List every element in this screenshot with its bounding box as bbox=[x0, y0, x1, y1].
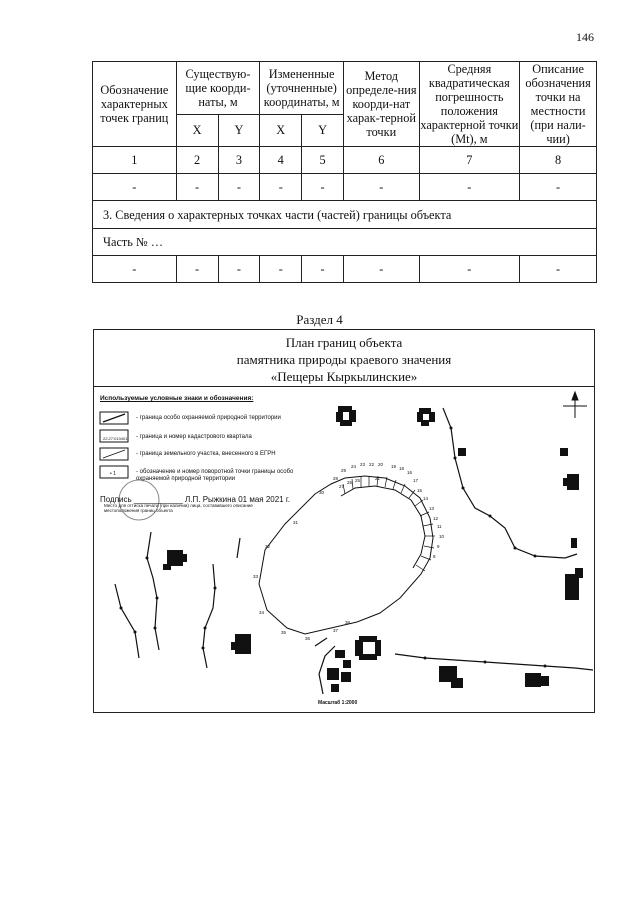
legend-text: - граница земельного участка, внесенного в ЕГРН bbox=[136, 451, 276, 457]
point-label: 13 bbox=[429, 506, 435, 511]
col-num: 5 bbox=[302, 147, 344, 174]
cell: - bbox=[176, 256, 218, 283]
north-arrow-icon bbox=[563, 392, 587, 418]
header-description: Описание обозначения точки на местности (при нали-чии) bbox=[520, 62, 597, 147]
signature-note: Место для оттиска печати (при наличии) лица, составившего описание местоположения границ объекта bbox=[104, 503, 253, 513]
cell: - bbox=[344, 256, 420, 283]
cell: - bbox=[344, 174, 420, 201]
point-label: 18 bbox=[399, 466, 405, 471]
cell: - bbox=[218, 174, 260, 201]
point-label: 30 bbox=[319, 490, 325, 495]
column-numbers-row bbox=[93, 147, 597, 174]
point-label: 15 bbox=[417, 488, 423, 493]
map-scale: Масштаб 1:2000 bbox=[318, 700, 358, 706]
col-num: 4 bbox=[260, 147, 302, 174]
point-label: 38 bbox=[345, 620, 351, 625]
point-label: 12 bbox=[433, 516, 439, 521]
header-mean-error: Средняя квадратическая погрешность положения характерной точки (Mt), м bbox=[420, 62, 519, 146]
legend-symbol-label: 22:27:010401 bbox=[103, 436, 128, 441]
point-label: 34 bbox=[259, 610, 265, 615]
map-legend bbox=[100, 395, 294, 482]
plan-title-line: План границ объекта bbox=[285, 335, 403, 350]
cell: - bbox=[176, 174, 218, 201]
header-y-changed: Y bbox=[302, 114, 344, 146]
terrain-features bbox=[163, 406, 583, 692]
cell: - bbox=[260, 174, 302, 201]
cell: - bbox=[520, 256, 597, 283]
point-label: 27 bbox=[339, 484, 345, 489]
header-existing-coords: Существую-щие коорди-наты, м bbox=[176, 62, 260, 115]
point-label: 31 bbox=[293, 520, 299, 525]
cell: - bbox=[520, 174, 597, 201]
section-3-heading: 3. Сведения о характерных точках части (частей) границы объекта bbox=[93, 201, 597, 229]
col-num: 2 bbox=[176, 147, 218, 174]
point-label: 25 bbox=[355, 478, 361, 483]
point-label: 9 bbox=[437, 544, 440, 549]
cell: - bbox=[260, 256, 302, 283]
point-label: 32 bbox=[265, 544, 271, 549]
header-y-existing: Y bbox=[218, 114, 260, 146]
header-x-existing: X bbox=[176, 114, 218, 146]
plan-title-line: памятника природы краевого значения bbox=[236, 352, 452, 367]
col-num: 6 bbox=[344, 147, 420, 174]
section-title: Раздел 4 bbox=[296, 312, 343, 327]
point-label: 37 bbox=[333, 628, 339, 633]
col-num: 1 bbox=[93, 147, 177, 174]
point-label: 33 bbox=[253, 574, 259, 579]
legend-title: Используемые условные знаки и обозначения: bbox=[100, 395, 254, 402]
cell: - bbox=[419, 174, 520, 201]
point-label: 24 bbox=[351, 464, 357, 469]
point-label: 17 bbox=[413, 478, 419, 483]
point-label: 36 bbox=[305, 636, 311, 641]
signature-line: Подпись ___________ Л.П. Рыжкина 01 мая 2021 г. bbox=[100, 495, 291, 504]
col-num: 3 bbox=[218, 147, 260, 174]
plan-title bbox=[94, 334, 594, 385]
table-row bbox=[93, 256, 597, 283]
legend-text: - граница особо охраняемой природной территории bbox=[136, 415, 281, 421]
point-label: 10 bbox=[439, 534, 445, 539]
table-row bbox=[93, 174, 597, 201]
point-label: 29 bbox=[341, 468, 347, 473]
arc-boundary bbox=[341, 486, 425, 568]
point-label: 16 bbox=[407, 470, 413, 475]
point-label: 21 bbox=[375, 476, 381, 481]
cell: - bbox=[218, 256, 260, 283]
page-number: 146 bbox=[576, 30, 594, 44]
point-label: 26 bbox=[347, 480, 353, 485]
point-label: 20 bbox=[378, 462, 384, 467]
part-number: Часть № … bbox=[93, 229, 597, 256]
header-point-designation: Обозначение характерных точек границ bbox=[93, 62, 177, 147]
header-changed-coords: Измененные (уточненные) координаты, м bbox=[260, 62, 344, 115]
cell: - bbox=[419, 256, 520, 283]
col-num: 7 bbox=[419, 147, 520, 174]
point-label: 23 bbox=[360, 462, 366, 467]
col-num: 8 bbox=[520, 147, 597, 174]
coordinates-table bbox=[92, 61, 597, 283]
legend-text: - обозначение и номер поворотной точки границы особо охраняемой природной территории bbox=[136, 469, 294, 482]
point-label: 22 bbox=[369, 462, 375, 467]
header-x-changed: X bbox=[260, 114, 302, 146]
point-label: 11 bbox=[437, 524, 442, 529]
legend-symbol-label: • 1 bbox=[110, 471, 116, 477]
point-labels bbox=[253, 462, 445, 641]
cell: - bbox=[302, 174, 344, 201]
cell: - bbox=[302, 256, 344, 283]
point-label: 19 bbox=[391, 464, 397, 469]
point-label: 14 bbox=[423, 496, 429, 501]
divider bbox=[94, 386, 594, 387]
legend-text: - граница и номер кадастрового квартала bbox=[136, 434, 252, 440]
legend-symbols bbox=[100, 412, 128, 478]
plan-title-line: «Пещеры Кыркылинские» bbox=[270, 369, 418, 384]
point-label: 35 bbox=[281, 630, 287, 635]
cell: - bbox=[93, 174, 177, 201]
point-label: 28 bbox=[333, 476, 339, 481]
header-method: Метод определе-ния коорди-нат харак-терной точки bbox=[344, 62, 420, 147]
point-label: 8 bbox=[433, 554, 436, 559]
cell: - bbox=[93, 256, 177, 283]
